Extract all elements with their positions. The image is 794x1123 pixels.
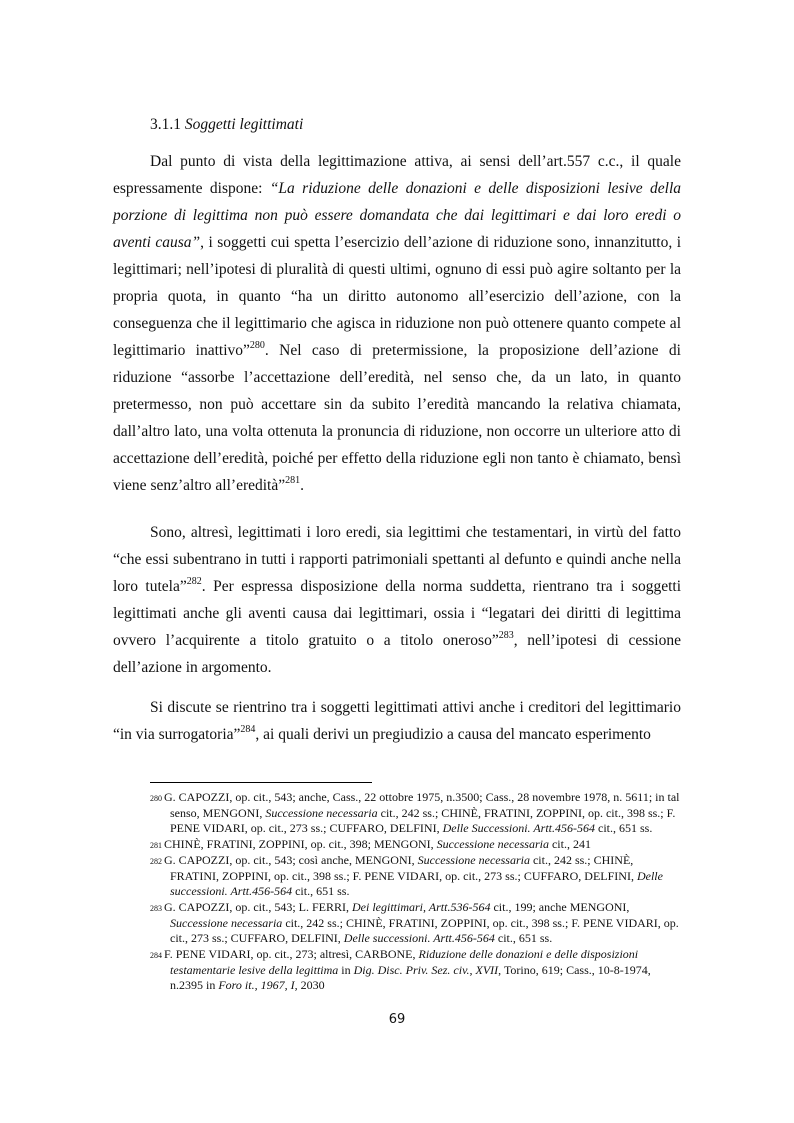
- footnote-ref: 284: [240, 723, 256, 735]
- paragraph-text: . Per espressa disposizione della norma suddetta, rientrano tra i soggetti legittimati anche gli aventi causa dai legittimari, ossia i “legatari dei diritti di legittima ovvero l’acquirente a titolo gratuito o a titolo oneroso”: [113, 578, 681, 649]
- footnote-number: 284: [150, 951, 162, 960]
- footnote: $^{282}$ G. CAPOZZI, op. cit., 543; così anche, MENGONI, Successione necessaria cit., 242 ss.; CHINÈ, FRATINI, ZOPPINI, op. cit., 398 ss.; F. PENE VIDARI, op. cit., 273 ss.; CUFFARO, DELFINI, Delle successioni. Artt.456-564 cit., 651 ss.: [150, 853, 663, 898]
- paragraph-text: Si discute se rientrino tra i soggetti legittimati attivi anche i creditori del legittimario “in via surrogatoria”: [113, 699, 681, 743]
- footnote-number: 280: [150, 794, 162, 803]
- footnote-number: 283: [150, 904, 162, 913]
- paragraph-text: .: [300, 477, 304, 494]
- paragraph-text: , nell’ipotesi di cessione dell’azione in argomento.: [113, 632, 681, 676]
- footnote-ref: 282: [186, 575, 202, 587]
- paragraph-text: Sono, altresì, legittimati i loro eredi, sia legittimi che testamentari, in virtù del fatto “che essi subentrano in tutti i rapporti patrimoniali spettanti al defunto e quindi anche nella loro tutela”: [113, 524, 681, 595]
- paragraph-2: [113, 519, 681, 681]
- paragraph-text: , ai quali derivi un pregiudizio a causa del mancato esperimento: [255, 726, 651, 743]
- footnote-ref: 280: [249, 339, 265, 351]
- paragraph-3: [113, 694, 681, 748]
- article-quote: “La riduzione delle donazioni e delle disposizioni lesive della porzione di legittima non può essere domandata che dai legittimari e dai loro eredi o aventi causa”: [113, 180, 682, 251]
- page-number: 69: [388, 1012, 406, 1027]
- section-title: Soggetti legittimati: [184, 116, 304, 133]
- footnote-separator: [150, 782, 372, 783]
- footnote: $^{281}$ CHINÈ, FRATINI, ZOPPINI, op. cit., 398; MENGONI, Successione necessaria cit., 241: [150, 837, 591, 851]
- paragraph-text: , i soggetti cui spetta l’esercizio dell’azione di riduzione sono, innanzitutto, i legittimari; nell’ipotesi di pluralità di questi ultimi, ognuno di essi può agire soltanto per la propria quota, in quanto “ha un diritto autonomo all’esercizio dell’azione, con la conseguenza che il legittimario che agisca in riduzione non può ottenere quanto compete al legittimario inattivo”: [113, 234, 681, 359]
- footnote: $^{284}$ F. PENE VIDARI, op. cit., 273; altresì, CARBONE, Riduzione delle donazioni e delle disposizioni testamentarie lesive della legittima in Dig. Disc. Priv. Sez. civ., XVII, Torino, 619; Cass., 10-8-1974, n.2395 in Foro it., 1967, I, 2030: [150, 947, 651, 992]
- paragraph-text: Dal punto di vista della legittimazione attiva, ai sensi dell’art.557 c.c., il quale espressamente dispone:: [113, 153, 681, 197]
- footnote: $^{283}$ G. CAPOZZI, op. cit., 543; L. FERRI, Dei legittimari, Artt.536-564 cit., 199; anche MENGONI, Successione necessaria cit., 242 ss.; CHINÈ, FRATINI, ZOPPINI, op. cit., 398 ss.; F. PENE VIDARI, op. cit., 273 ss.; CUFFARO, DELFINI, Delle successioni. Artt.456-564 cit., 651 ss.: [150, 900, 679, 945]
- footnote: $^{280}$ G. CAPOZZI, op. cit., 543; anche, Cass., 22 ottobre 1975, n.3500; Cass., 28 novembre 1978, n. 5611; in tal senso, MENGONI, Successione necessaria cit., 242 ss.; CHINÈ, FRATINI, ZOPPINI, op. cit., 398 ss.; F. PENE VIDARI, op. cit., 273 ss.; CUFFARO, DELFINI, Delle Successioni. Artt.456-564 cit., 651 ss.: [150, 790, 680, 835]
- paragraph-text: . Nel caso di pretermissione, la proposizione dell’azione di riduzione “assorbe l’accettazione dell’eredità, nel senso che, da un lato, in quanto pretermesso, non può accettare sin da subito l’eredità mancando la relativa chiamata, dall’altro lato, una volta ottenuta la pronuncia di riduzione, non occorre un ulteriore atto di accettazione dell’eredità, poiché per effetto della riduzione egli non tanto è chiamato, bensì viene senz’altro all’eredità”: [113, 342, 681, 494]
- footnote-number: 282: [150, 857, 162, 866]
- footnote-number: 281: [150, 841, 162, 850]
- section-number: 3.1.1: [150, 116, 181, 133]
- footnotes: [150, 790, 681, 994]
- footnote-ref: 283: [498, 629, 514, 641]
- footnote-ref: 281: [285, 474, 301, 486]
- section-heading: [150, 116, 303, 134]
- paragraph-1: [113, 148, 681, 499]
